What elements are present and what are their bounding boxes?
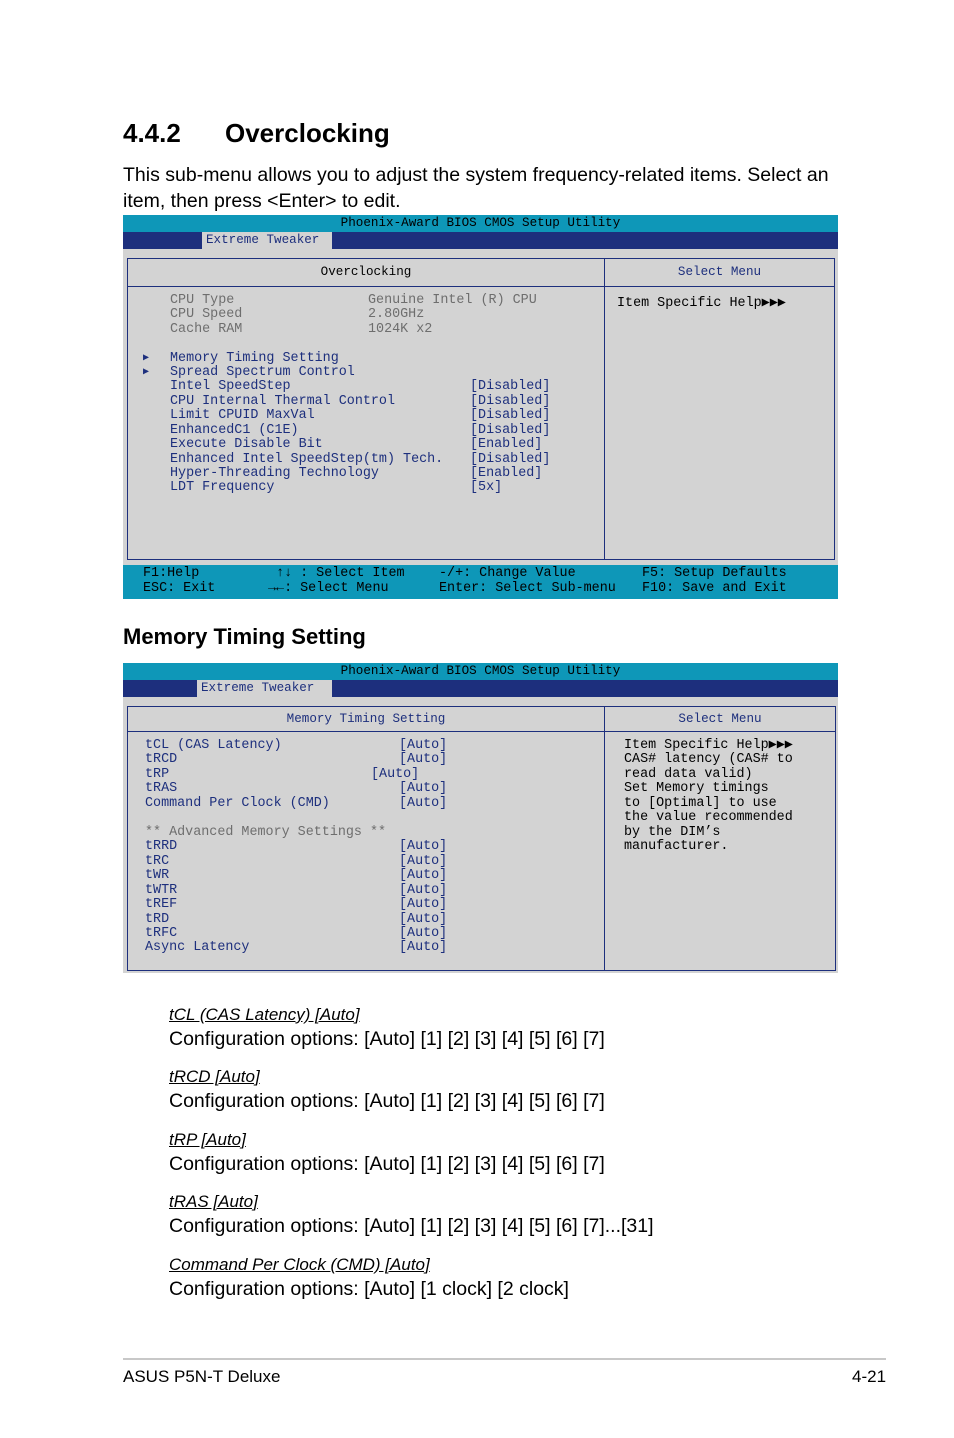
bios-item-value[interactable]: [Disabled] xyxy=(470,379,551,394)
side-help-text: Item Specific Help▶▶▶ xyxy=(617,296,786,311)
bios-item-label[interactable]: tRP xyxy=(145,767,170,782)
bios-item-label[interactable]: tCL (CAS Latency) xyxy=(145,738,282,753)
bios-tab-bar xyxy=(123,232,838,249)
tab-extreme-tweaker[interactable]: Extreme Tweaker xyxy=(197,680,332,697)
option-name: tRAS [Auto] xyxy=(169,1192,258,1211)
option-description: Configuration options: [Auto] [1] [2] [3] [4] [5] [6] [7] xyxy=(169,1090,605,1112)
bios-main-panel xyxy=(127,706,605,971)
option-description: Configuration options: [Auto] [1] [2] [3] [4] [5] [6] [7] xyxy=(169,1153,605,1175)
bios-item-label[interactable]: tREF xyxy=(145,897,178,912)
bios-item-label[interactable]: Command Per Clock (CMD) xyxy=(145,796,330,811)
key-select-submenu: Enter: Select Sub-menu xyxy=(439,581,616,596)
key-change-value: -/+: Change Value xyxy=(439,566,576,581)
bios-item-value[interactable]: [Auto] xyxy=(399,839,448,854)
bios-item-label[interactable]: tWTR xyxy=(145,883,178,898)
panel-title: Overclocking xyxy=(128,259,604,287)
bios-item-label[interactable]: tRAS xyxy=(145,781,178,796)
bios-item-value[interactable]: [Enabled] xyxy=(470,437,543,452)
bios-item-label[interactable]: Enhanced Intel SpeedStep(tm) Tech. xyxy=(170,452,444,467)
key-exit: ESC: Exit xyxy=(143,581,216,596)
bios-item-value[interactable]: [Disabled] xyxy=(470,394,551,409)
option-name: tRCD [Auto] xyxy=(169,1067,260,1086)
bios-item-label[interactable]: tWR xyxy=(145,868,170,883)
bios-utility-title: Phoenix-Award BIOS CMOS Setup Utility xyxy=(123,215,838,232)
bios-item-value[interactable]: [Auto] xyxy=(399,883,448,898)
bios-item-value[interactable]: [Auto] xyxy=(399,926,448,941)
key-setup-defaults: F5: Setup Defaults xyxy=(642,566,787,581)
side-panel-title: Select Menu xyxy=(605,259,834,287)
bios-item-label[interactable]: Limit CPUID MaxVal xyxy=(170,408,315,423)
tab-extreme-tweaker[interactable]: Extreme Tweaker xyxy=(202,232,332,249)
bios-item-label[interactable]: CPU Internal Thermal Control xyxy=(170,394,395,409)
subsection-heading: Memory Timing Setting xyxy=(123,624,366,649)
option-description: Configuration options: [Auto] [1] [2] [3] [4] [5] [6] [7]...[31] xyxy=(169,1215,654,1237)
bios-item-value[interactable]: [Auto] xyxy=(399,868,448,883)
bios-side-panel xyxy=(604,258,835,560)
side-help-line: manufacturer. xyxy=(624,839,729,854)
side-panel-title: Select Menu xyxy=(605,707,835,732)
side-help-line: the value recommended xyxy=(624,810,793,825)
side-help-line: to [Optimal] to use xyxy=(624,796,777,811)
side-help-line: Set Memory timings xyxy=(624,781,769,796)
bios-item-value[interactable]: [Auto] xyxy=(399,738,448,753)
bios-item-label[interactable]: tRFC xyxy=(145,926,178,941)
option-description: Configuration options: [Auto] [1 clock] [2 clock] xyxy=(169,1278,569,1300)
bios-item-label[interactable]: tRCD xyxy=(145,752,178,767)
bios-item-value[interactable]: [Disabled] xyxy=(470,408,551,423)
bios-item-label[interactable]: tRC xyxy=(145,854,170,869)
key-save-exit: F10: Save and Exit xyxy=(642,581,787,596)
panel-title: Memory Timing Setting xyxy=(128,707,604,732)
advanced-settings-label: ** Advanced Memory Settings ** xyxy=(145,825,387,840)
bios-item-value[interactable]: [Auto] xyxy=(371,767,420,782)
bios-item-label[interactable]: Execute Disable Bit xyxy=(170,437,323,452)
side-help-line: CAS# latency (CAS# to xyxy=(624,752,793,767)
footer-product: ASUS P5N-T Deluxe xyxy=(123,1367,281,1386)
bios-item-value[interactable]: [Auto] xyxy=(399,796,448,811)
bios-side-panel xyxy=(604,706,836,971)
bios-tab-bar xyxy=(123,680,838,697)
key-select-item: ↑↓ : Select Item xyxy=(276,566,405,581)
bios-item-value[interactable]: [Disabled] xyxy=(470,423,551,438)
bios-item-label[interactable]: Intel SpeedStep xyxy=(170,379,291,394)
footer-divider xyxy=(123,1358,886,1360)
key-help: F1:Help xyxy=(143,566,200,581)
side-help-line: by the DIM’s xyxy=(624,825,721,840)
bios-item-label[interactable]: Async Latency xyxy=(145,940,250,955)
bios-item-label[interactable]: tRD xyxy=(145,912,170,927)
bios-item-label[interactable]: Hyper-Threading Technology xyxy=(170,466,379,481)
bios-item-value[interactable]: [5x] xyxy=(470,480,503,495)
submenu-memory-timing[interactable]: Memory Timing Setting xyxy=(170,351,339,366)
bios-main-panel xyxy=(127,258,605,560)
bios-item-label[interactable]: LDT Frequency xyxy=(170,480,275,495)
info-label: CPU Speed xyxy=(170,307,243,322)
bios-item-value[interactable]: [Auto] xyxy=(399,940,448,955)
bios-item-value[interactable]: [Auto] xyxy=(399,897,448,912)
side-help-line: read data valid) xyxy=(624,767,753,782)
section-heading xyxy=(123,118,390,149)
submenu-spread-spectrum[interactable]: Spread Spectrum Control xyxy=(170,365,355,380)
bios-item-label[interactable]: tRRD xyxy=(145,839,178,854)
option-name: tCL (CAS Latency) [Auto] xyxy=(169,1005,360,1024)
bios-item-value[interactable]: [Auto] xyxy=(399,912,448,927)
intro-paragraph: This sub-menu allows you to adjust the system frequency-related items. Select an item, then press <Enter> to edit. xyxy=(123,164,829,212)
option-description: Configuration options: [Auto] [1] [2] [3] [4] [5] [6] [7] xyxy=(169,1028,605,1050)
section-title: Overclocking xyxy=(225,118,390,148)
info-value: Genuine Intel (R) CPU xyxy=(368,293,537,308)
bios-screen-overclocking xyxy=(123,215,838,599)
key-select-menu: →←: Select Menu xyxy=(268,581,389,596)
section-number: 4.4.2 xyxy=(123,118,181,148)
bios-utility-title: Phoenix-Award BIOS CMOS Setup Utility xyxy=(123,663,838,680)
submenu-arrow-icon: ▶ xyxy=(143,353,150,364)
bios-item-label[interactable]: EnhancedC1 (C1E) xyxy=(170,423,299,438)
side-help-line: Item Specific Help▶▶▶ xyxy=(624,738,793,753)
info-value: 2.80GHz xyxy=(368,307,425,322)
bios-item-value[interactable]: [Auto] xyxy=(399,854,448,869)
bios-item-value[interactable]: [Disabled] xyxy=(470,452,551,467)
info-value: 1024K x2 xyxy=(368,322,433,337)
option-name: Command Per Clock (CMD) [Auto] xyxy=(169,1255,430,1274)
bios-item-value[interactable]: [Auto] xyxy=(399,781,448,796)
bios-item-value[interactable]: [Enabled] xyxy=(470,466,543,481)
info-label: CPU Type xyxy=(170,293,235,308)
bios-key-legend xyxy=(123,565,838,599)
option-name: tRP [Auto] xyxy=(169,1130,246,1149)
footer-page-number: 4-21 xyxy=(852,1367,887,1386)
info-label: Cache RAM xyxy=(170,322,243,337)
submenu-arrow-icon: ▶ xyxy=(143,367,150,378)
bios-item-value[interactable]: [Auto] xyxy=(399,752,448,767)
bios-screen-memory-timing xyxy=(123,663,838,973)
